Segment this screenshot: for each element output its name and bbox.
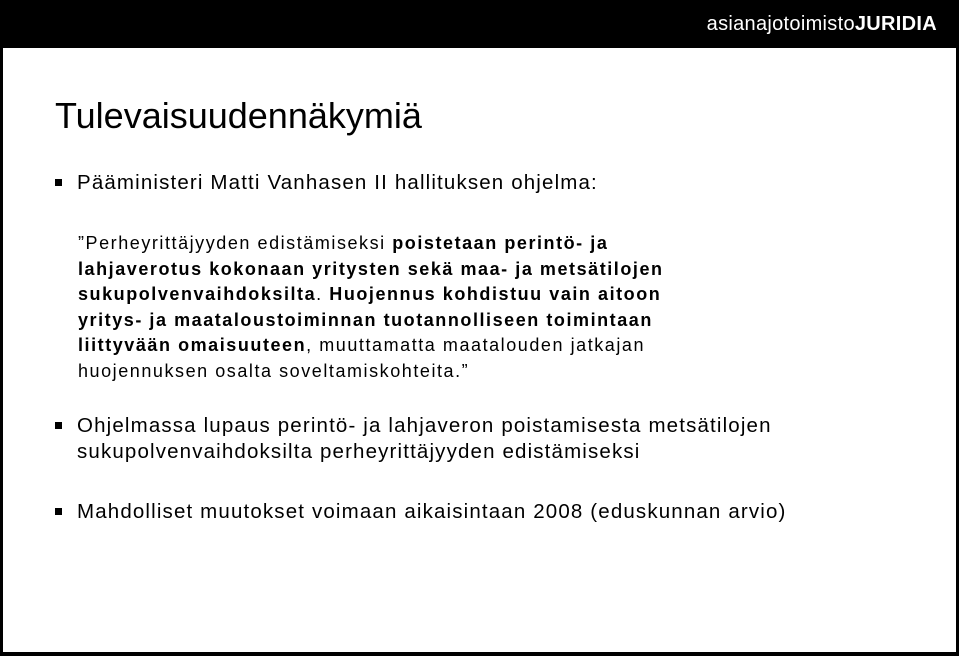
header-bar <box>0 0 959 48</box>
bullet-line: sukupolvenvaihdoksilta perheyrittäjyyden edistämiseksi <box>77 440 641 463</box>
quote-line <box>78 308 878 334</box>
quote-text-bold: lahjaverotus kokonaan yritysten sekä maa- ja metsätilojen <box>78 258 664 279</box>
quote-text: ”Perheyrittäjyyden edistämiseksi <box>78 233 393 253</box>
quote-text: , muuttamatta maatalouden jatkajan <box>306 335 646 355</box>
program-quote <box>78 231 878 384</box>
quote-text-bold: yritys- ja maataloustoiminnan tuotannolliseen toimintaan <box>78 309 653 330</box>
bullet-text <box>77 413 772 465</box>
quote-line <box>78 282 878 308</box>
logo-text-light: asianajotoimisto <box>706 13 855 35</box>
quote-line <box>78 333 878 359</box>
bullet-square-icon <box>55 508 62 515</box>
bullet-line: Ohjelmassa lupaus perintö- ja lahjaveron poistamisesta metsätilojen <box>77 414 772 437</box>
bullet-text: Pääministeri Matti Vanhasen II hallituksen ohjelma: <box>77 171 598 194</box>
quote-text: . <box>316 284 330 304</box>
slide-content <box>3 48 956 652</box>
quote-text-bold: sukupolvenvaihdoksilta <box>78 284 317 304</box>
quote-text: huojennuksen osalta soveltamiskohteita.” <box>78 360 470 381</box>
bullet-square-icon <box>55 422 62 429</box>
slide-title: Tulevaisuudennäkymiä <box>55 95 422 136</box>
quote-line <box>78 257 878 283</box>
quote-line <box>78 359 878 385</box>
quote-text-bold: Huojennus kohdistuu vain aitoon <box>329 284 662 304</box>
quote-text-bold: liittyvään omaisuuteen <box>78 335 307 355</box>
quote-text-bold: poistetaan perintö- ja <box>392 233 609 253</box>
juridia-logo <box>707 13 937 36</box>
bullet-text: Mahdolliset muutokset voimaan aikaisintaan 2008 (eduskunnan arvio) <box>77 500 787 523</box>
logo-text-bold: JURIDIA <box>854 13 937 35</box>
bullet-square-icon <box>55 179 62 186</box>
quote-line <box>78 231 878 257</box>
